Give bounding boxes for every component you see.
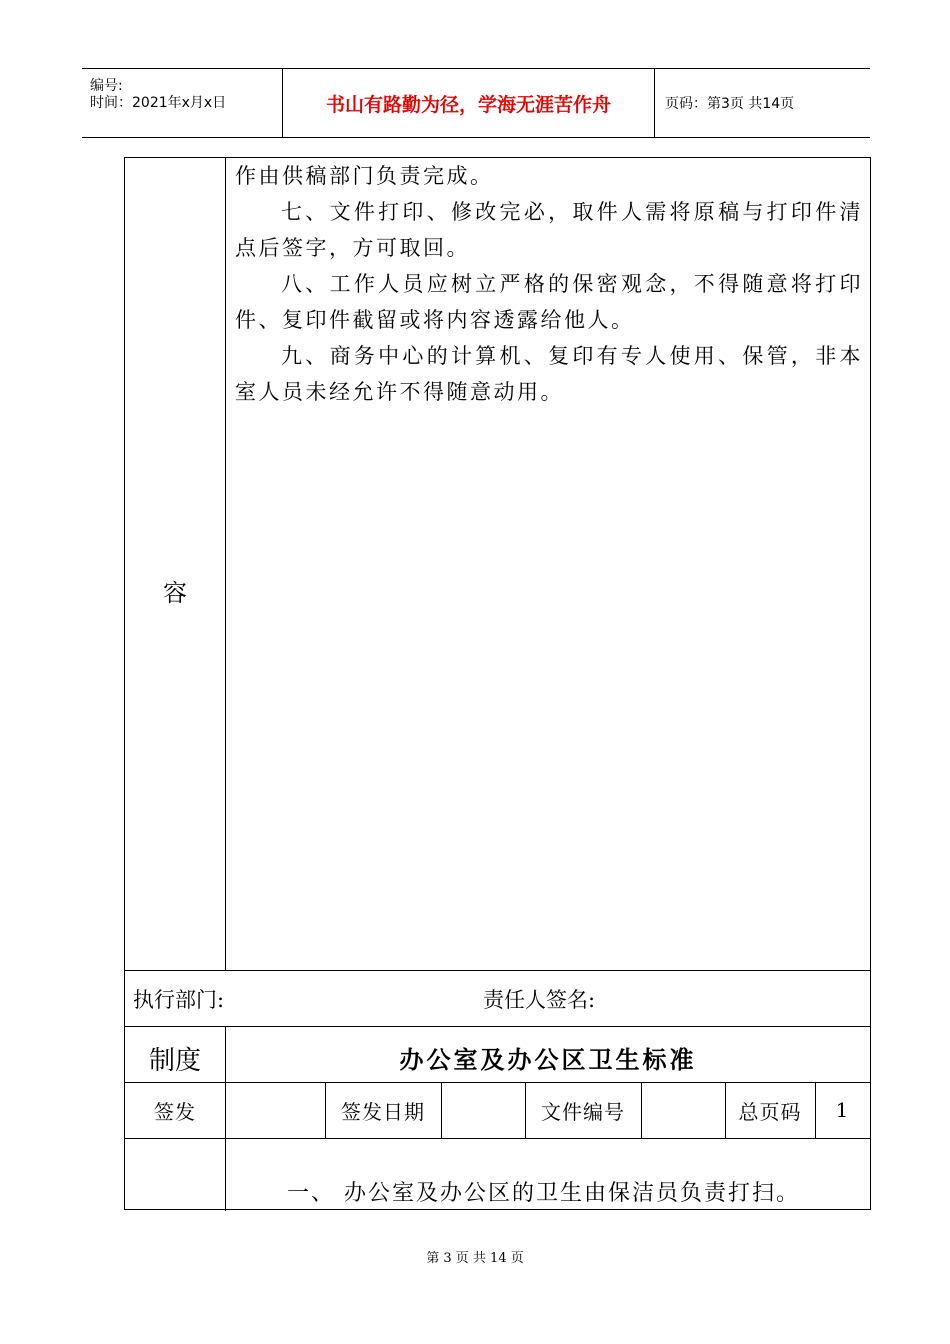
doc-number-label: 文件编号 xyxy=(541,1099,625,1124)
page-footer: 第 3 页 共 14 页 xyxy=(426,1251,524,1266)
row-divider xyxy=(125,1026,870,1027)
header-page-info: 页码：第3页 共14页 xyxy=(665,96,795,112)
paragraph: 八、工作人员应树立严格的保密观念，不得随意将打印件、复印件截留或将内容透露给他人。 xyxy=(235,272,863,332)
issue-date-label: 签发日期 xyxy=(341,1099,425,1124)
page-header xyxy=(82,68,870,138)
paragraph: 作由供稿部门负责完成。 xyxy=(235,164,494,188)
paragraph: 七、文件打印、修改完必，取件人需将原稿与打印件清点后签字，方可取回。 xyxy=(235,200,863,260)
time-label: 时间：2021年x月x日 xyxy=(90,95,227,111)
total-pages-label: 总页码 xyxy=(738,1099,802,1124)
col-divider xyxy=(441,1082,442,1138)
system-label: 制度 xyxy=(148,1046,201,1076)
header-meta-cell xyxy=(82,69,283,137)
regulation-table xyxy=(124,157,871,1210)
paragraph: 九、商务中心的计算机、复印有专人使用、保管，非本室人员未经允许不得随意动用。 xyxy=(235,344,863,404)
dept-label: 执行部门: xyxy=(133,988,225,1012)
person-label: 责任人签名: xyxy=(483,988,596,1012)
total-pages-value: 1 xyxy=(835,1098,850,1122)
row-divider xyxy=(125,1138,870,1139)
regulation-title: 办公室及办公区卫生标准 xyxy=(399,1046,697,1074)
number-label: 编号: xyxy=(90,78,123,94)
header-motto: 书山有路勤为径，学海无涯苦作舟 xyxy=(283,69,655,137)
row-divider xyxy=(125,970,870,971)
content-side-label: 容 xyxy=(163,579,187,607)
body-first-line: 一、 办公室及办公区的卫生由保洁员负责打扫。 xyxy=(287,1181,800,1206)
issue-label: 签发 xyxy=(154,1099,196,1124)
col-divider xyxy=(641,1082,642,1138)
content-cell xyxy=(235,158,863,410)
